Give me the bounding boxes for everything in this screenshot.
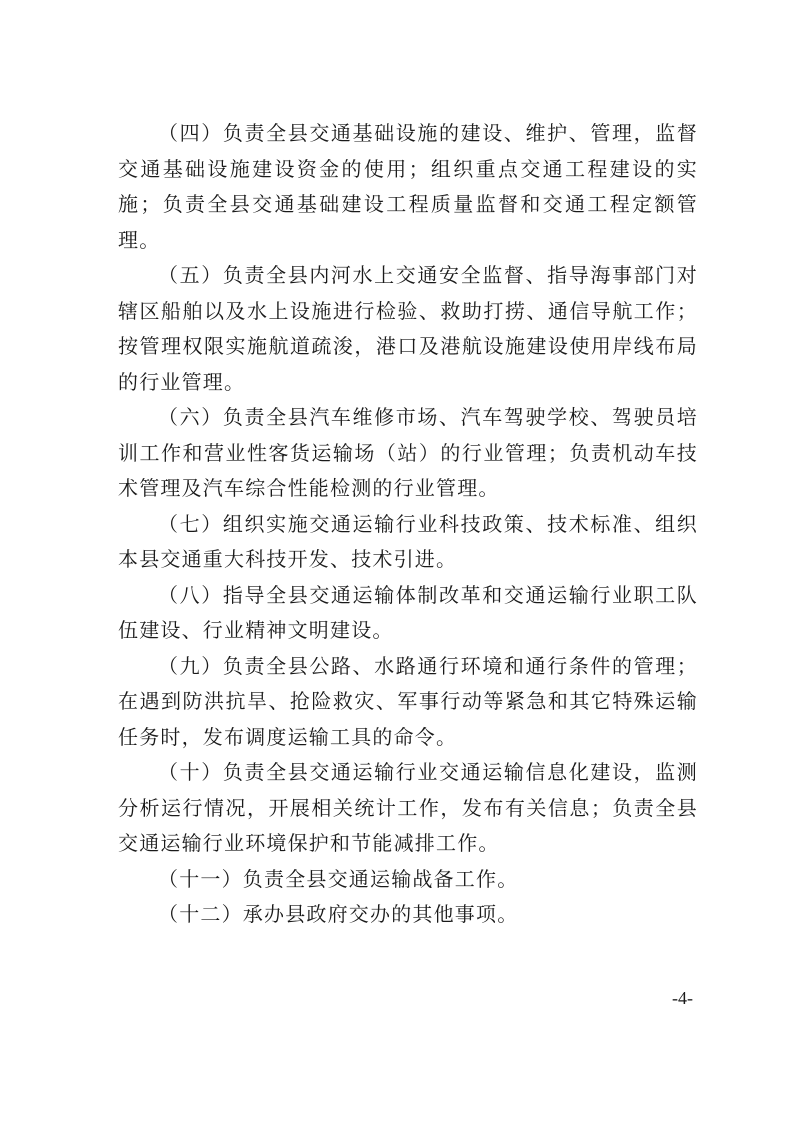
paragraph-4: （四）负责全县交通基础设施的建设、维护、管理，监督交通基础设施建设资金的使用；组织重点交通工程建设的实施；负责全县交通基础建设工程质量监督和交通工程定额管理。 <box>118 121 698 252</box>
paragraph-6: （六）负责全县汽车维修市场、汽车驾驶学校、驾驶员培训工作和营业性客货运输场（站）的行业管理；负责机动车技术管理及汽车综合性能检测的行业管理。 <box>118 405 698 500</box>
paragraph-8: （八）指导全县交通运输体制改革和交通运输行业职工队伍建设、行业精神文明建设。 <box>118 582 698 642</box>
paragraph-5: （五）负责全县内河水上交通安全监督、指导海事部门对辖区船舶以及水上设施进行检验、救助打捞、通信导航工作；按管理权限实施航道疏浚，港口及港航设施建设使用岸线布局的行业管理。 <box>118 263 698 394</box>
paragraph-12: （十二）承办县政府交办的其他事项。 <box>158 902 519 926</box>
paragraph-7: （七）组织实施交通运输行业科技政策、技术标准、组织本县交通重大科技开发、技术引进。 <box>118 511 698 571</box>
paragraph-9: （九）负责全县公路、水路通行环境和通行条件的管理；在遇到防洪抗旱、抢险救灾、军事行动等紧急和其它特殊运输任务时，发布调度运输工具的命令。 <box>118 653 698 749</box>
document-body <box>118 116 698 933</box>
paragraph-11: （十一）负责全县交通运输战备工作。 <box>158 866 519 891</box>
page-number: -4- <box>672 988 693 1008</box>
paragraph-10: （十）负责全县交通运输行业交通运输信息化建设，监测分析运行情况，开展相关统计工作，发布有关信息；负责全县交通运输行业环境保护和节能减排工作。 <box>118 760 698 855</box>
